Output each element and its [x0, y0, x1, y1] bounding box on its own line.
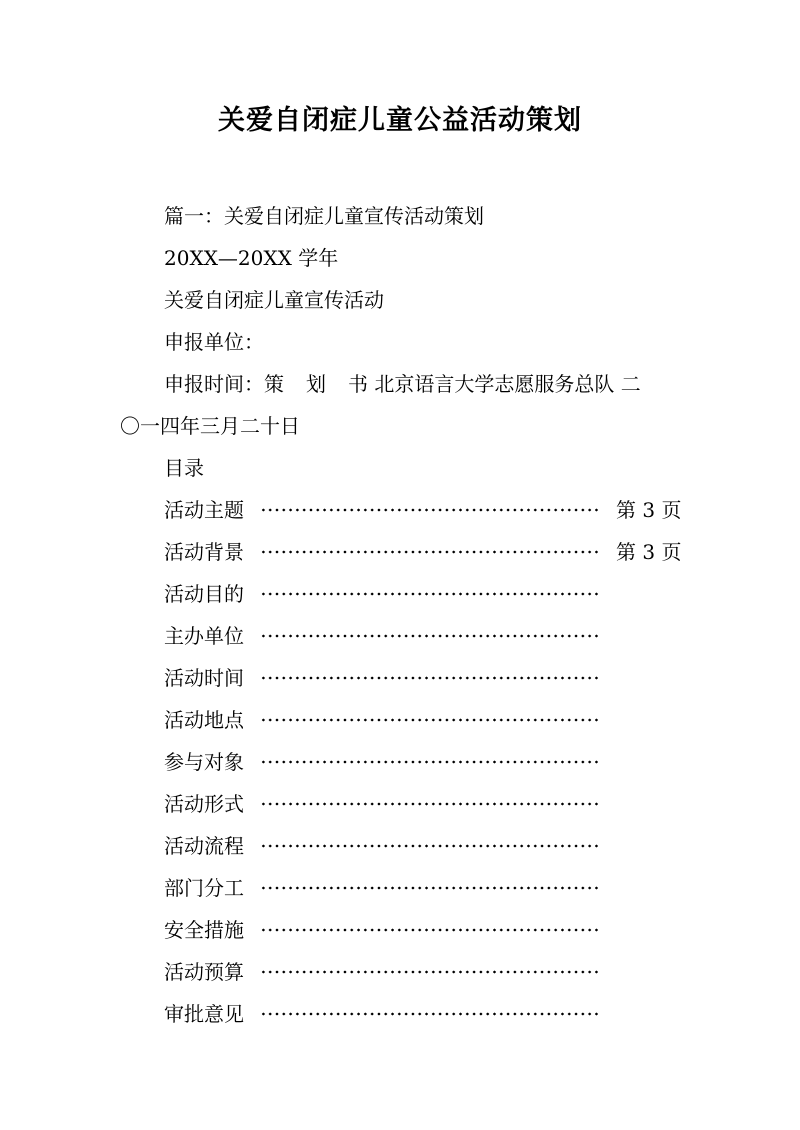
- toc-entry[interactable]: [164, 538, 684, 566]
- toc-dot-leader: [260, 592, 600, 596]
- activity-name: 关爱自闭症儿童宣传活动: [164, 288, 384, 312]
- toc-entry-label: 主办单位: [164, 624, 244, 648]
- plan-char-2: 划: [306, 372, 326, 396]
- toc-entry[interactable]: [164, 706, 684, 734]
- plan-char-3: 书: [348, 372, 368, 396]
- toc-entry-label: 活动背景: [164, 540, 244, 564]
- declaration-time-label: 申报时间：: [164, 372, 264, 396]
- toc-dot-leader: [260, 928, 600, 932]
- toc-dot-leader: [260, 634, 600, 638]
- toc-heading: 目录: [164, 456, 204, 480]
- toc-entry[interactable]: [164, 958, 684, 986]
- toc-page-number: 第 3 页: [616, 498, 682, 522]
- toc-entry-label: 活动主题: [164, 498, 244, 522]
- date-start: 二: [620, 372, 641, 396]
- toc-entry[interactable]: [164, 832, 684, 860]
- section-heading: 篇一：关爱自闭症儿童宣传活动策划: [164, 204, 484, 228]
- toc-entry[interactable]: [164, 748, 684, 776]
- toc-entry-label: 活动时间: [164, 666, 244, 690]
- applicant-unit-label: 申报单位：: [164, 330, 264, 354]
- toc-dot-leader: [260, 676, 600, 680]
- toc-entry-label: 参与对象: [164, 750, 244, 774]
- toc-dot-leader: [260, 760, 600, 764]
- toc-entry[interactable]: [164, 790, 684, 818]
- toc-entry[interactable]: [164, 496, 684, 524]
- toc-entry-label: 活动地点: [164, 708, 244, 732]
- document-title: 关爱自闭症儿童公益活动策划: [218, 105, 582, 136]
- toc-dot-leader: [260, 802, 600, 806]
- toc-entry-label: 活动预算: [164, 960, 244, 984]
- toc-dot-leader: [260, 508, 600, 512]
- toc-entry-label: 活动流程: [164, 834, 244, 858]
- toc-dot-leader: [260, 886, 600, 890]
- toc-entry-label: 审批意见: [164, 1002, 244, 1026]
- toc-entry-label: 活动目的: [164, 582, 244, 606]
- toc-entry-label: 安全措施: [164, 918, 244, 942]
- toc-page-number: 第 3 页: [616, 540, 682, 564]
- toc-entry[interactable]: [164, 916, 684, 944]
- toc-dot-leader: [260, 718, 600, 722]
- toc-entry[interactable]: [164, 622, 684, 650]
- toc-entry-label: 部门分工: [164, 876, 244, 900]
- toc-dot-leader: [260, 970, 600, 974]
- toc-dot-leader: [260, 844, 600, 848]
- toc-entry[interactable]: [164, 874, 684, 902]
- toc-dot-leader: [260, 1012, 600, 1016]
- toc-entry[interactable]: [164, 580, 684, 608]
- declaration-line: [164, 370, 641, 398]
- organization-name: 北京语言大学志愿服务总队: [374, 372, 615, 396]
- toc-entry-label: 活动形式: [164, 792, 244, 816]
- declaration-date: 〇一四年三月二十日: [120, 414, 300, 438]
- plan-char-1: 策: [264, 372, 284, 396]
- academic-year: 20XX—20XX 学年: [164, 246, 339, 270]
- toc-entry[interactable]: [164, 1000, 684, 1028]
- toc-dot-leader: [260, 550, 600, 554]
- toc-entry[interactable]: [164, 664, 684, 692]
